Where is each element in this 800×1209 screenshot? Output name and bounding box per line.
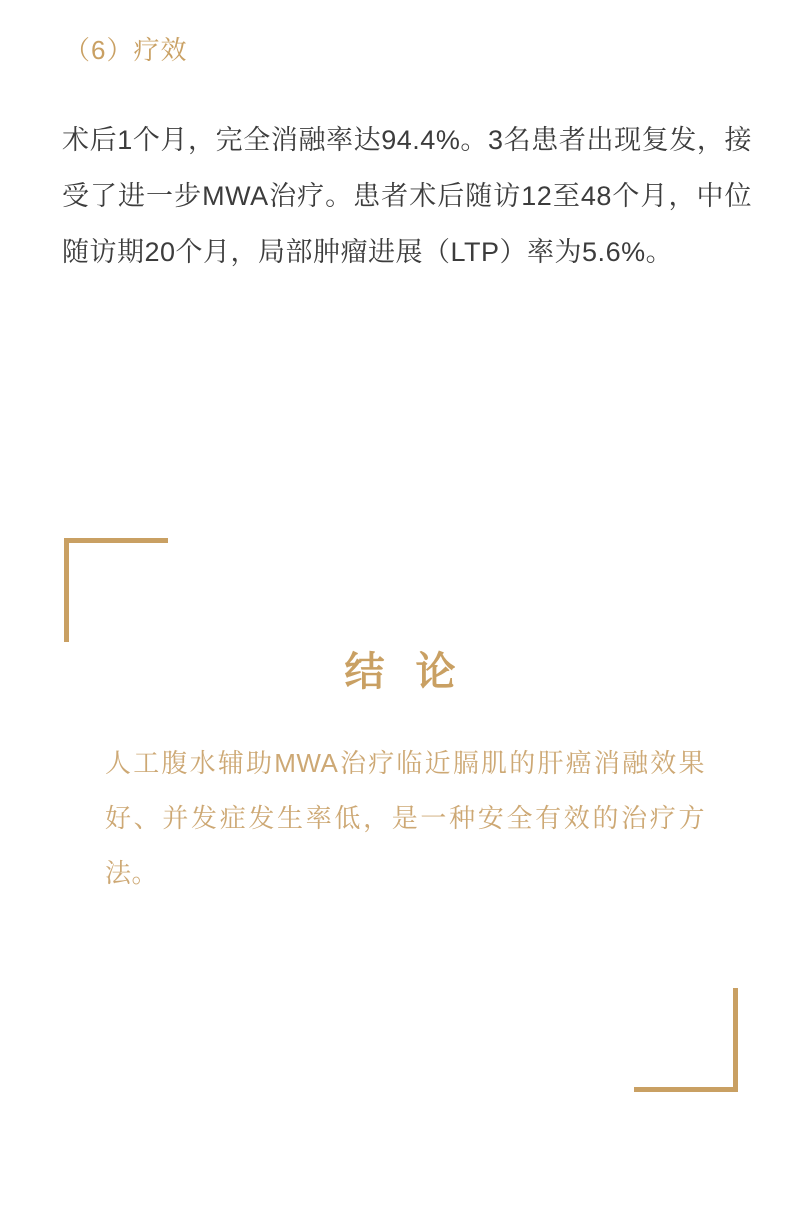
decorative-corner-top-left bbox=[64, 538, 168, 642]
section-heading: （6）疗效 bbox=[64, 35, 188, 65]
section-body-text: 术后1个月，完全消融率达94.4%。3名患者出现复发，接受了进一步MWA治疗。患者术后随访12至48个月，中位随访期20个月，局部肿瘤进展（LTP）率为5.6%。 bbox=[62, 125, 752, 267]
conclusion-body-text: 人工腹水辅助MWA治疗临近膈肌的肝癌消融效果好、并发症发生率低，是一种安全有效的治疗方法。 bbox=[105, 748, 705, 888]
decorative-corner-bottom-right bbox=[634, 988, 738, 1092]
conclusion-title: 结 论 bbox=[344, 650, 466, 694]
